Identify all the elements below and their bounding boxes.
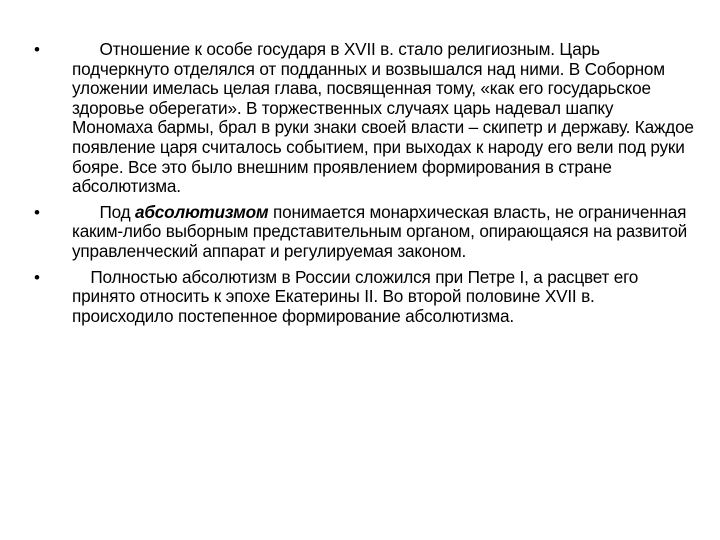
bullet-list <box>34 40 694 332</box>
paragraph-indent <box>72 268 90 288</box>
paragraph-text: Полностью абсолютизм в России сложился при Петре I, а расцвет его принято относить к эпохе Екатерины II. Во второй половине XVII в. происходило постепенное формирование абсолютизма. <box>72 266 639 326</box>
paragraph-text-before: Под <box>99 201 135 222</box>
bullet-icon: • <box>34 40 40 59</box>
bullet-item-peter <box>34 268 694 327</box>
bullet-icon: • <box>34 202 40 222</box>
bullet-item-ceremony <box>34 40 694 197</box>
paragraph-text-after: понимается монархическая власть, не ограниченная каким-либо выборным представительным органом, опирающаяся на развитой управленческий аппарат и регулируемая законом. <box>72 201 688 261</box>
paragraph-indent <box>72 40 99 60</box>
bullet-icon: • <box>34 267 40 287</box>
paragraph-text: Отношение к особе государя в XVII в. стало религиозным. Царь подчеркнуто отделялся от подданных и возвышался над ними. В Соборном уложении имелась целая глава, посвященная тому, «как его государьское здоровье оберегати». В торжественных случаях царь надевал шапку Мономаха бармы, брал в руки знаки своей власти – скипетр и державу. Каждое появление царя считалось событием, при выходах к народу его вели под руки бояре. Все это было внешним проявлением формирования в стране абсолютизма. <box>72 39 694 197</box>
defined-term: абсолютизмом <box>135 201 269 222</box>
bullet-item-definition <box>34 203 694 262</box>
paragraph-indent <box>72 203 99 223</box>
